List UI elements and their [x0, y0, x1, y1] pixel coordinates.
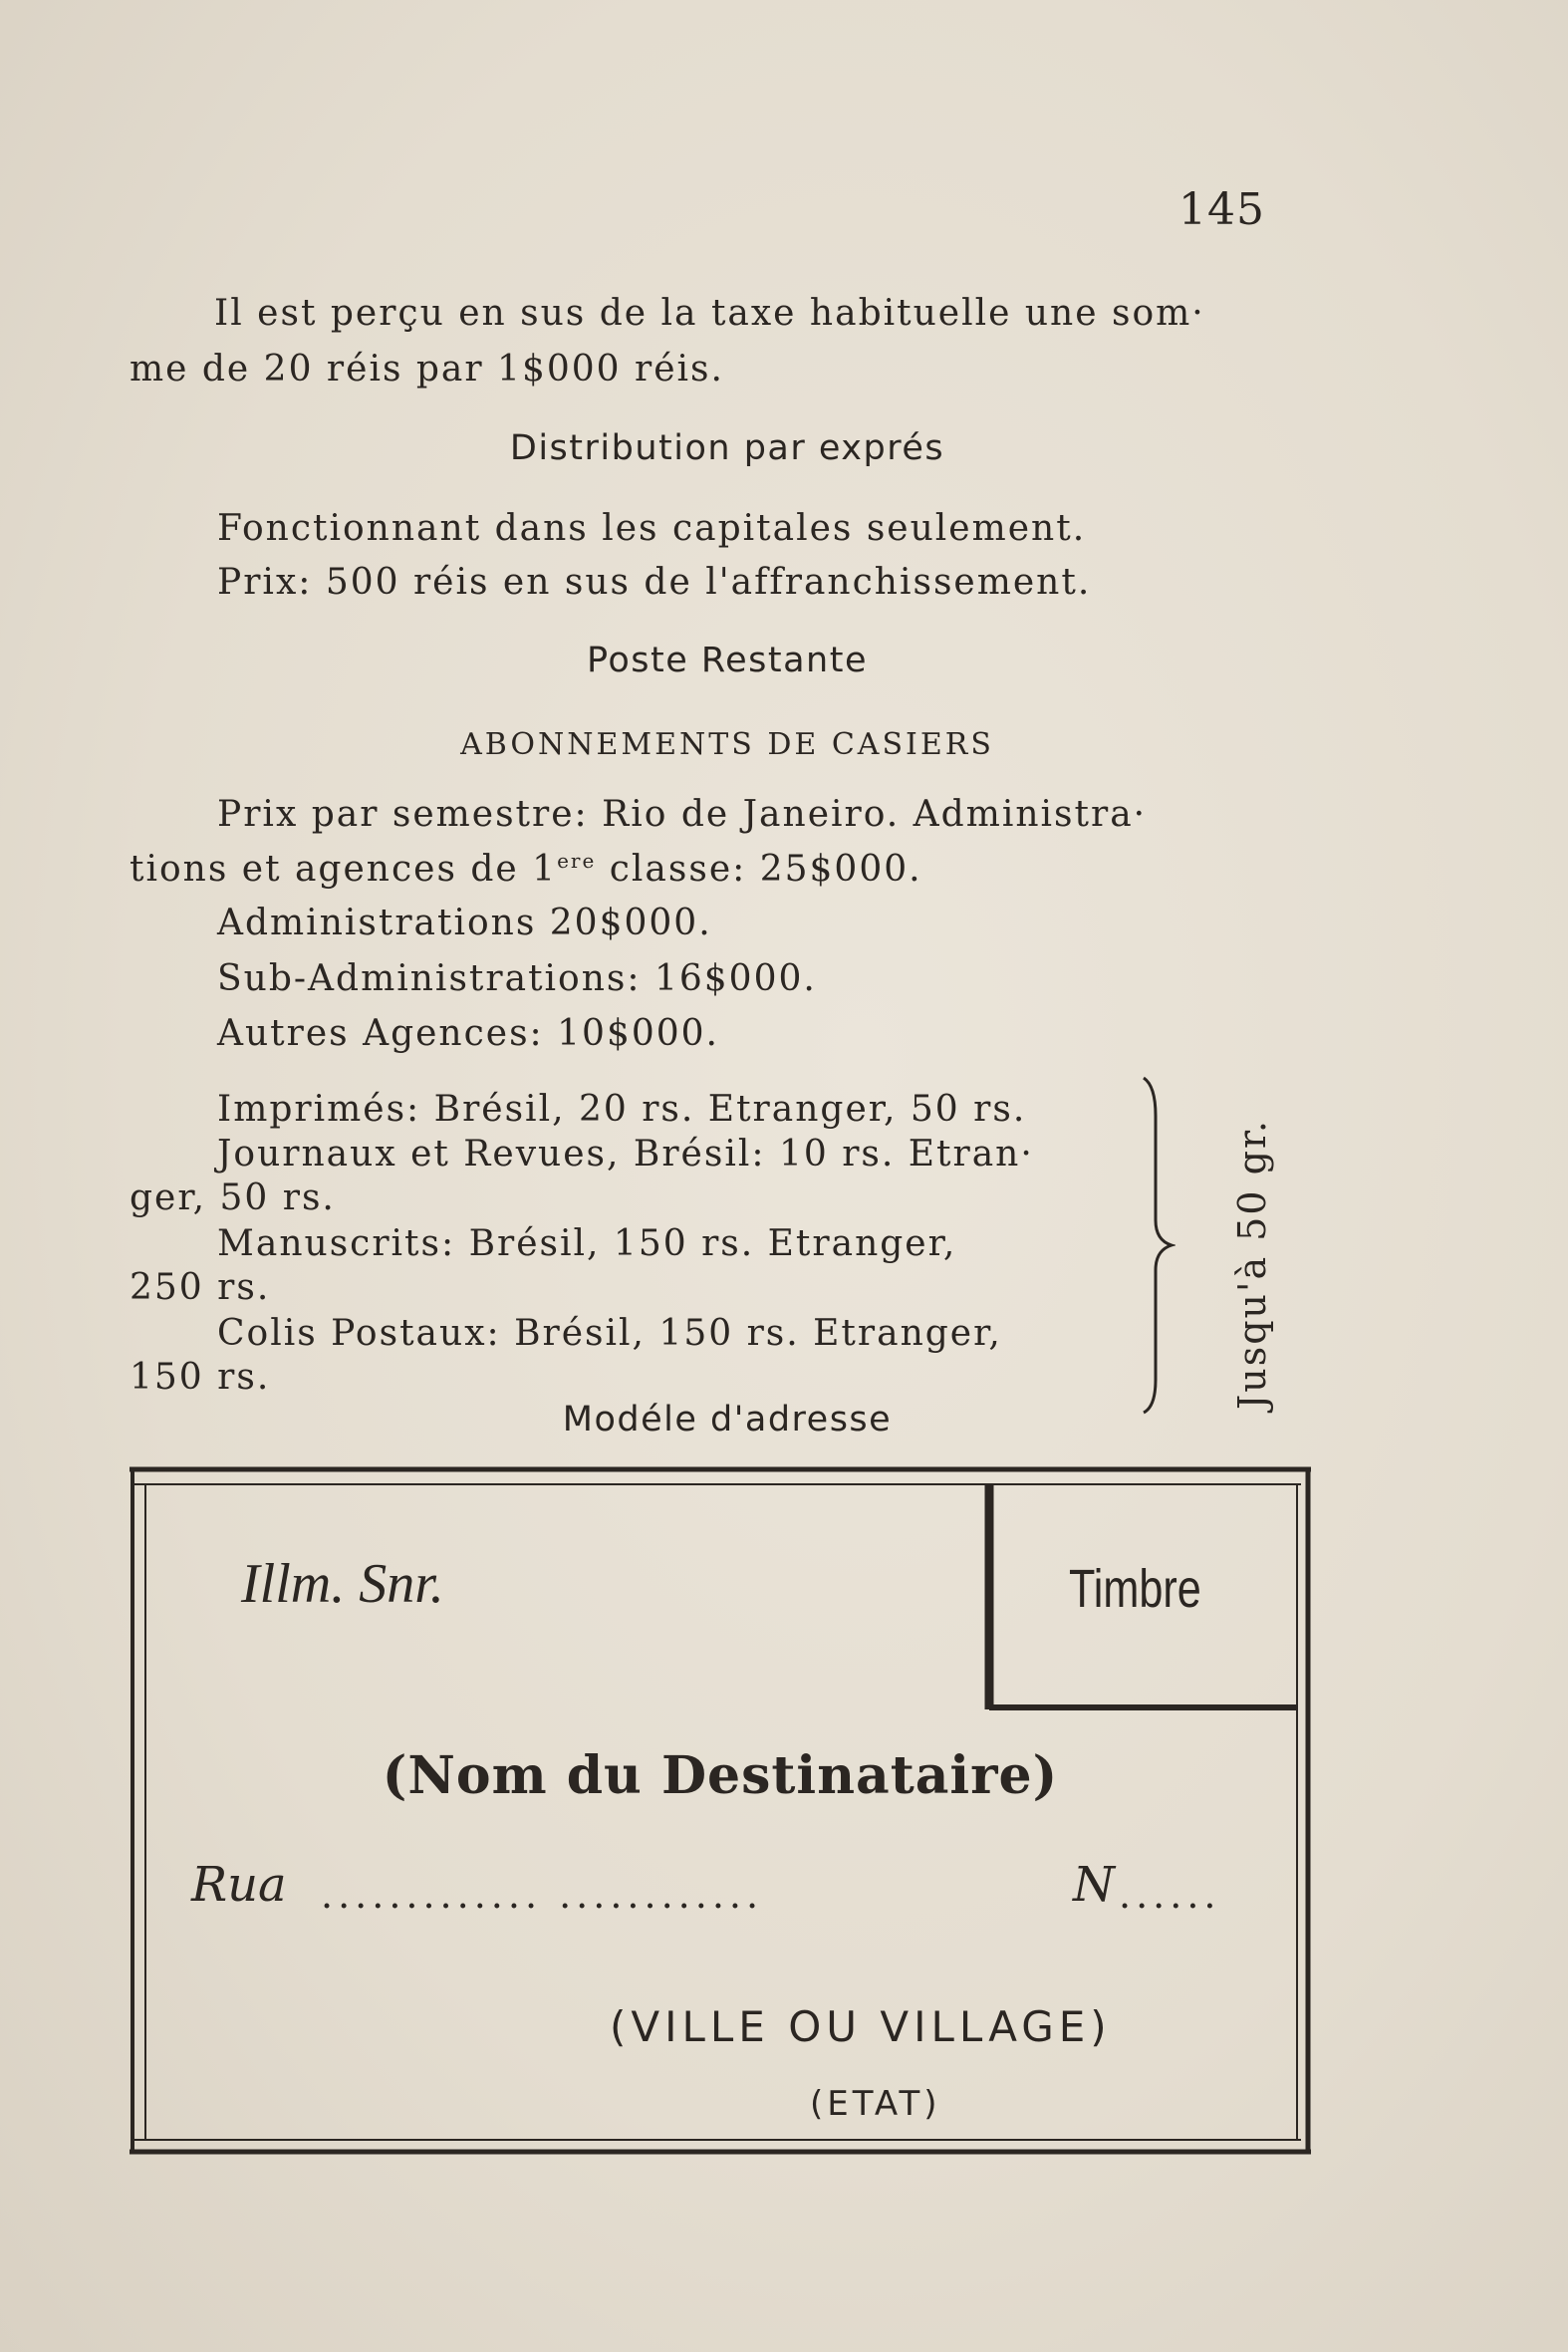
address-model-card: [130, 1466, 1311, 2156]
paragraph-line: Il est perçu en sus de la taxe habituelle une som·: [214, 293, 1205, 334]
paragraph-line: Fonctionnant dans les capitales seulement.: [217, 508, 1087, 549]
rate-line: Manuscrits: Brésil, 150 rs. Etranger,: [217, 1223, 957, 1264]
rate-line: 250 rs.: [130, 1267, 271, 1308]
paragraph-line: me de 20 réis par 1$000 réis.: [130, 349, 724, 390]
street-dots: ............. ............: [321, 1873, 764, 1917]
rate-line: Colis Postaux: Brésil, 150 rs. Etranger,: [217, 1313, 1002, 1354]
paragraph-line: Administrations 20$000.: [217, 903, 712, 943]
city-placeholder: (VILLE OU VILLAGE): [610, 2002, 1112, 2051]
right-brace: [1106, 1076, 1176, 1415]
stamp-label: Timbre: [1069, 1559, 1201, 1619]
brace-note: Jusqu'à 50 gr.: [1230, 1118, 1274, 1410]
salutation: Illm. Snr.: [241, 1553, 444, 1615]
paragraph-line: [130, 849, 922, 890]
page-number: 145: [1178, 184, 1265, 235]
model-title: Modéle d'adresse: [562, 1400, 893, 1439]
paragraph-line: Prix par semestre: Rio de Janeiro. Administra·: [217, 794, 1148, 835]
recipient-placeholder: (Nom du Destinataire): [382, 1745, 1059, 1806]
number-label: N: [1073, 1857, 1115, 1913]
paragraph-line: Sub-Administrations: 16$000.: [217, 958, 817, 999]
rate-line: Journaux et Revues, Brésil: 10 rs. Etran·: [217, 1134, 1034, 1175]
text-part: tions et agences de 1: [130, 849, 558, 890]
rate-line: Imprimés: Brésil, 20 rs. Etranger, 50 rs.: [217, 1089, 1027, 1130]
text-part: classe: 25$000.: [596, 849, 922, 890]
rate-line: 150 rs.: [130, 1357, 271, 1398]
rate-line: ger, 50 rs.: [130, 1177, 336, 1218]
state-placeholder: (ETAT): [810, 2084, 941, 2124]
street-label: Rua: [191, 1857, 287, 1913]
number-dots: ......: [1119, 1873, 1221, 1917]
section-title-express: Distribution par exprés: [509, 428, 945, 468]
section-title-abonnements: ABONNEMENTS DE CASIERS: [460, 727, 994, 762]
paragraph-line: Autres Agences: 10$000.: [217, 1013, 719, 1054]
paragraph-line: Prix: 500 réis en sus de l'affranchissement.: [217, 562, 1092, 603]
superscript: ere: [557, 849, 597, 873]
section-title-poste-restante: Poste Restante: [586, 641, 868, 680]
